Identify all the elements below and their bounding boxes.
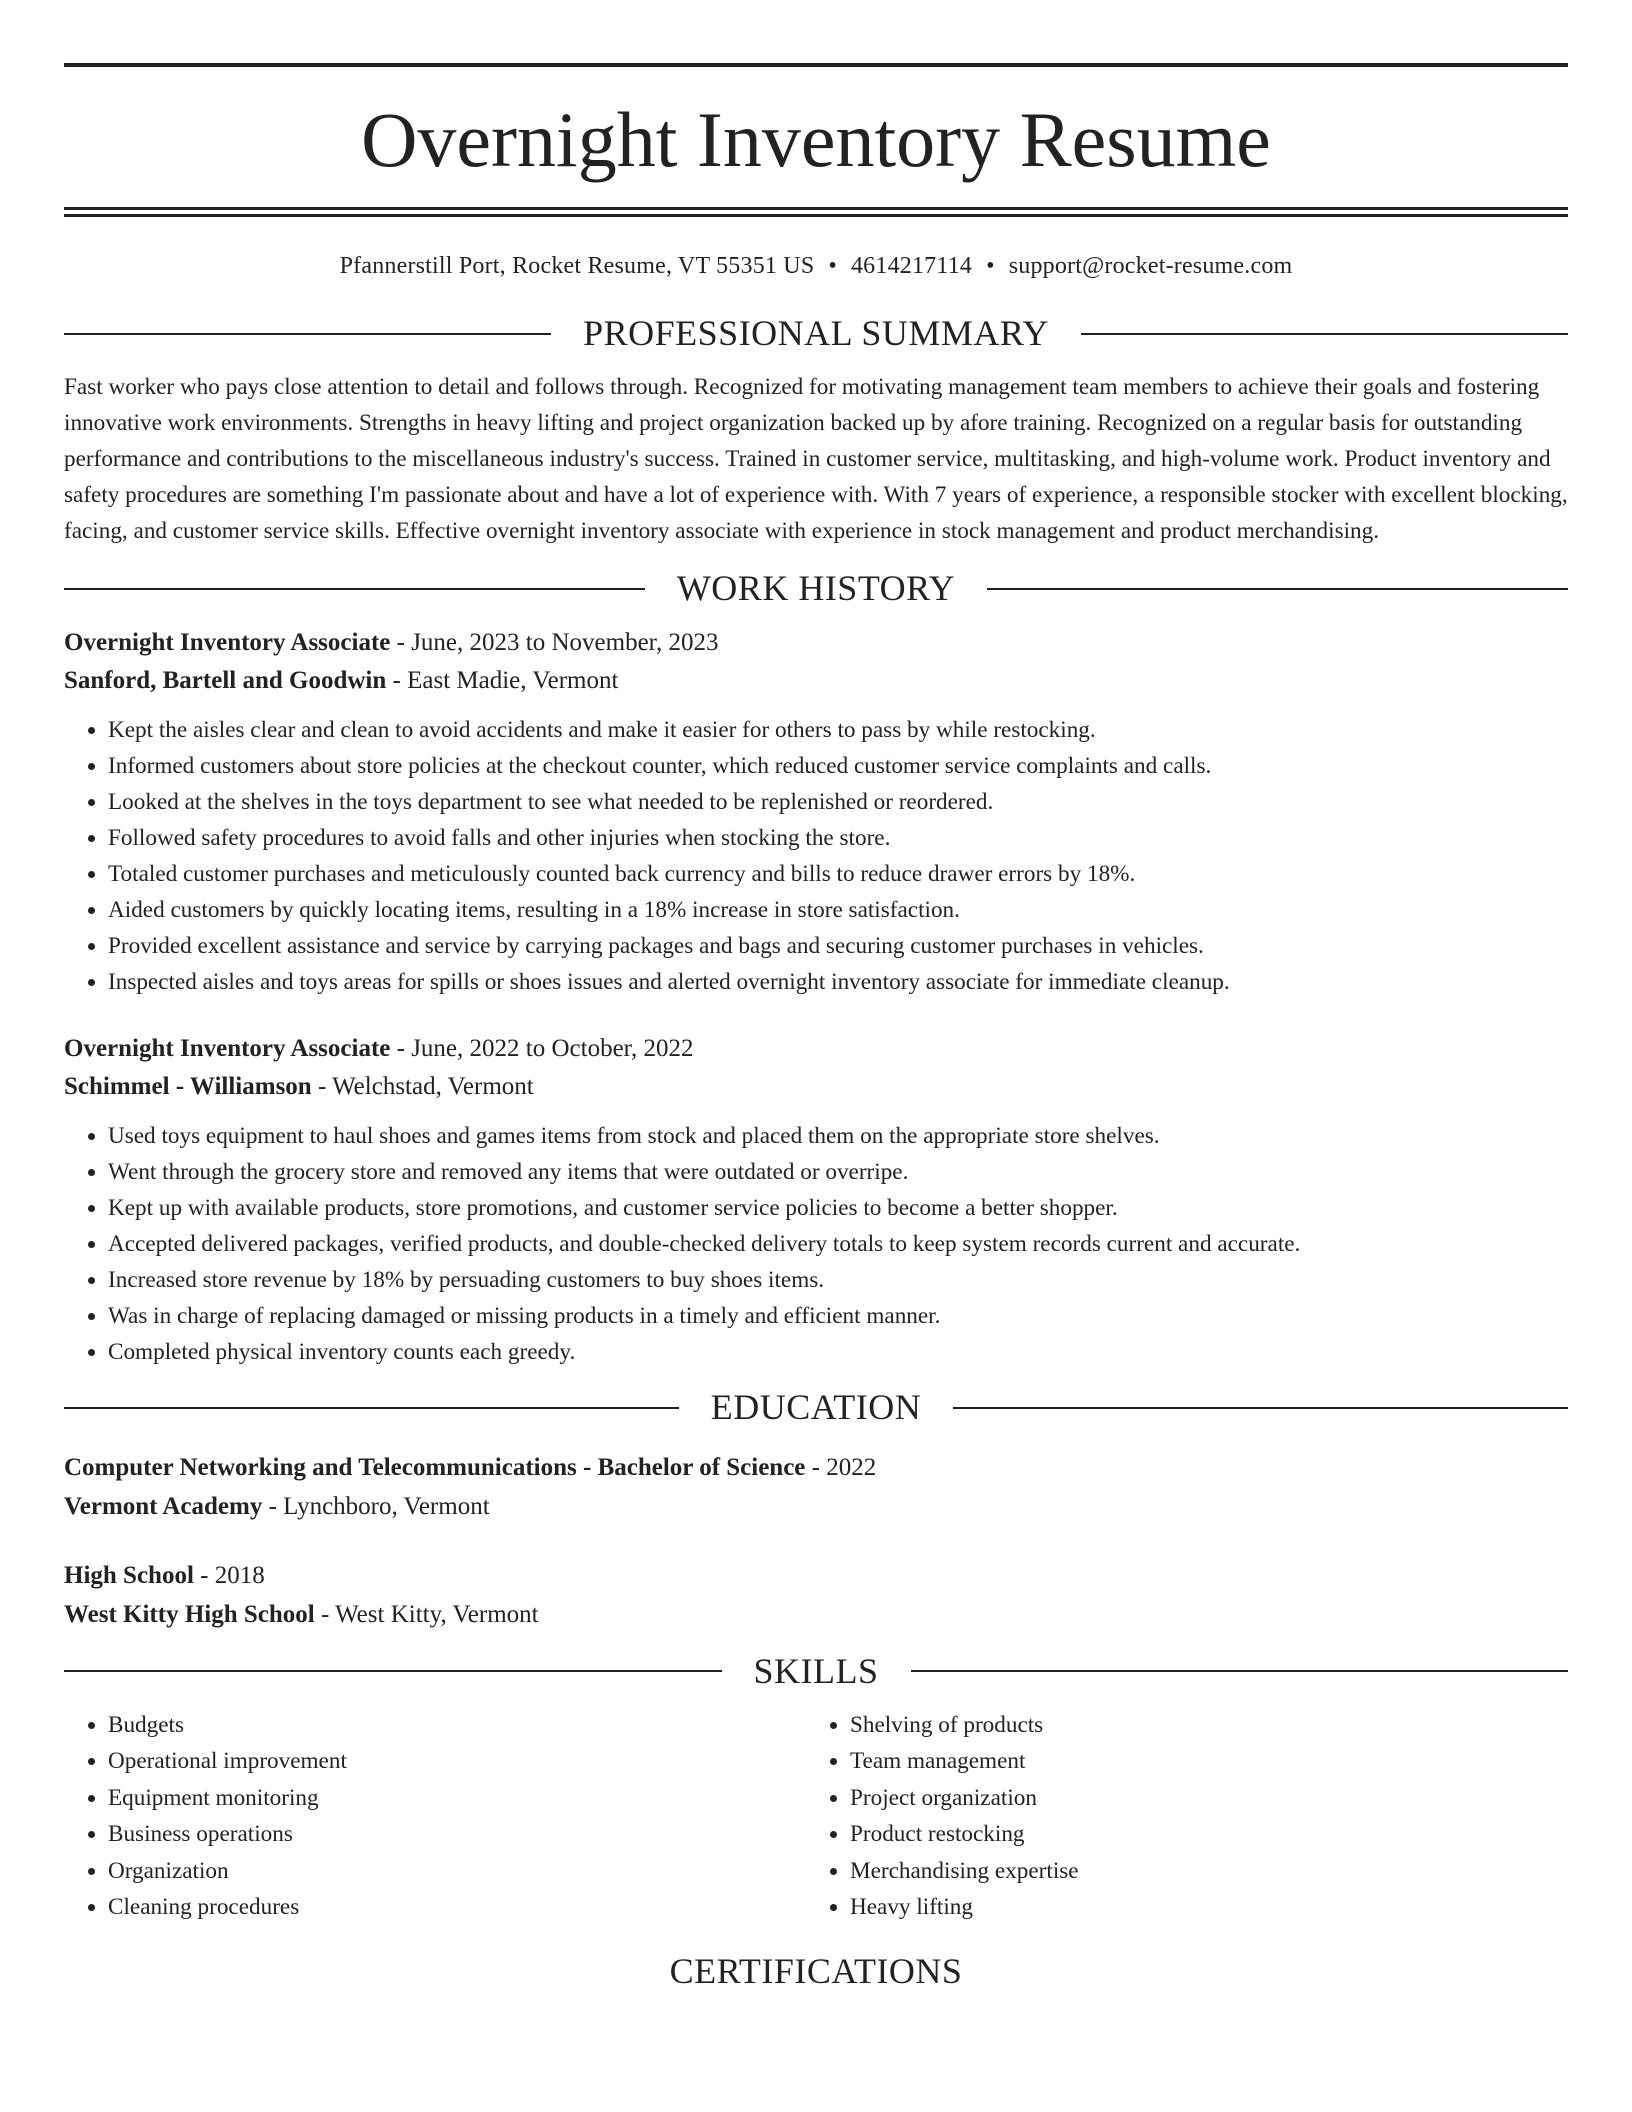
job-entry (64, 1030, 1568, 1370)
job-title-line (64, 1030, 1568, 1068)
job-company: Sanford, Bartell and Goodwin (64, 667, 387, 695)
skill-item: • Equipment monitoring (108, 1780, 806, 1817)
job-bullet: • Went through the grocery store and removed any items that were outdated or overripe. (108, 1154, 1568, 1190)
divider (987, 588, 1568, 590)
section-header-education (64, 1386, 1568, 1429)
job-bullet: • Completed physical inventory counts each greedy. (108, 1334, 1568, 1370)
divider (64, 1407, 679, 1409)
skills-list-left (64, 1707, 806, 1926)
section-title-certifications: CERTIFICATIONS (669, 1950, 963, 1991)
education-year: - 2018 (193, 1561, 265, 1589)
job-bullet: • Kept up with available products, store promotions, and customer service policies to become a better shopper. (108, 1190, 1568, 1226)
divider (1081, 333, 1568, 335)
section-header-certifications (64, 1950, 1568, 1993)
skills-grid (64, 1707, 1568, 1926)
skill-item: • Operational improvement (108, 1743, 806, 1780)
job-bullet: • Followed safety procedures to avoid falls and other injuries when stocking the store. (108, 820, 1568, 856)
contact-phone: 4614217114 (850, 253, 973, 279)
education-degree: High School (64, 1561, 194, 1589)
job-entry (64, 624, 1568, 1000)
job-bullet: • Aided customers by quickly locating items, resulting in a 18% increase in store satisfaction. (108, 892, 1568, 928)
contact-separator: • (828, 253, 837, 279)
job-title-line (64, 624, 1568, 662)
education-school: Vermont Academy (64, 1492, 263, 1520)
page-title: Overnight Inventory Resume (361, 96, 1271, 183)
job-dates: - June, 2022 to October, 2022 (390, 1035, 694, 1063)
divider (911, 1670, 1569, 1672)
resume-page (64, 0, 1568, 1993)
section-title-skills: SKILLS (753, 1650, 879, 1691)
education-location: - Lynchboro, Vermont (262, 1492, 490, 1520)
section-title-education: EDUCATION (710, 1387, 922, 1428)
job-bullet: • Provided excellent assistance and service by carrying packages and bags and securing customer purchases in vehicles. (108, 928, 1568, 964)
job-bullet: • Looked at the shelves in the toys department to see what needed to be replenished or reordered. (108, 784, 1568, 820)
divider (64, 333, 551, 335)
skill-item: • Heavy lifting (850, 1889, 1548, 1926)
education-school-line (64, 1487, 1568, 1526)
divider (64, 588, 645, 590)
contact-email: support@rocket-resume.com (1008, 253, 1293, 279)
education-location: - West Kitty, Vermont (314, 1600, 539, 1628)
skill-item: • Merchandising expertise (850, 1853, 1548, 1890)
contact-separator: • (986, 253, 995, 279)
skill-item: • Shelving of products (850, 1707, 1548, 1744)
job-bullet: • Informed customers about store policies at the checkout counter, which reduced customer service complaints and calls. (108, 748, 1568, 784)
job-bullets (64, 712, 1568, 1000)
job-bullet: • Kept the aisles clear and clean to avoid accidents and make it easier for others to pass by while restocking. (108, 712, 1568, 748)
contact-address: Pfannerstill Port, Rocket Resume, VT 55351 US (339, 253, 815, 279)
education-entry (64, 1556, 1568, 1634)
education-degree: Computer Networking and Telecommunications - Bachelor of Science (64, 1453, 806, 1481)
section-header-work-history (64, 567, 1568, 610)
education-school: West Kitty High School (64, 1600, 315, 1628)
contact-line (64, 253, 1568, 280)
title-double-rule (64, 207, 1568, 217)
job-location: - East Madie, Vermont (386, 667, 619, 695)
job-bullet: • Was in charge of replacing damaged or missing products in a timely and efficient manner. (108, 1298, 1568, 1334)
job-bullets (64, 1118, 1568, 1370)
section-header-summary (64, 312, 1568, 355)
job-company-line (64, 662, 1568, 700)
skills-list-right (806, 1707, 1548, 1926)
job-bullet: • Inspected aisles and toys areas for spills or shoes issues and alerted overnight inventory associate for immediate cleanup. (108, 964, 1568, 1000)
job-bullet: • Totaled customer purchases and meticulously counted back currency and bills to reduce drawer errors by 18%. (108, 856, 1568, 892)
skill-item: • Team management (850, 1743, 1548, 1780)
education-school-line (64, 1595, 1568, 1634)
skill-item: • Organization (108, 1853, 806, 1890)
divider (64, 1670, 722, 1672)
job-title: Overnight Inventory Associate (64, 629, 391, 657)
job-bullet: • Increased store revenue by 18% by persuading customers to buy shoes items. (108, 1262, 1568, 1298)
education-degree-line (64, 1556, 1568, 1595)
top-rule (64, 63, 1568, 67)
skill-item: • Project organization (850, 1780, 1548, 1817)
skill-item: • Budgets (108, 1707, 806, 1744)
skill-item: • Cleaning procedures (108, 1889, 806, 1926)
summary-text: Fast worker who pays close attention to detail and follows through. Recognized for motivating management team members to achieve their goals and fostering innovative work environments. Strengths in heavy lifting and project organization backed up by afore training. Recognized on a regular basis for outstanding performance and contributions to the miscellaneous industry's success. Trained in customer service, multitasking, and high-volume work. Product inventory and safety procedures are something I'm passionate about and have a lot of experience with. With 7 years of experience, a responsible stocker with excellent blocking, facing, and customer service skills. Effective overnight inventory associate with experience in stock management and product merchandising. (64, 374, 1568, 545)
job-bullet: • Used toys equipment to haul shoes and games items from stock and placed them on the appropriate store shelves. (108, 1118, 1568, 1154)
education-entry (64, 1448, 1568, 1526)
job-company-line (64, 1068, 1568, 1106)
skill-item: • Product restocking (850, 1816, 1548, 1853)
job-dates: - June, 2023 to November, 2023 (390, 629, 719, 657)
job-company: Schimmel - Williamson (64, 1073, 312, 1101)
section-title-summary: PROFESSIONAL SUMMARY (583, 313, 1049, 353)
section-title-work-history: WORK HISTORY (676, 568, 956, 609)
job-title: Overnight Inventory Associate (64, 1035, 391, 1063)
education-year: - 2022 (805, 1453, 877, 1481)
skill-item: • Business operations (108, 1816, 806, 1853)
education-degree-line (64, 1448, 1568, 1487)
job-location: - Welchstad, Vermont (311, 1073, 534, 1101)
job-bullet: • Accepted delivered packages, verified products, and double-checked delivery totals to keep system records current and accurate. (108, 1226, 1568, 1262)
section-header-skills (64, 1650, 1568, 1693)
divider (953, 1407, 1568, 1409)
